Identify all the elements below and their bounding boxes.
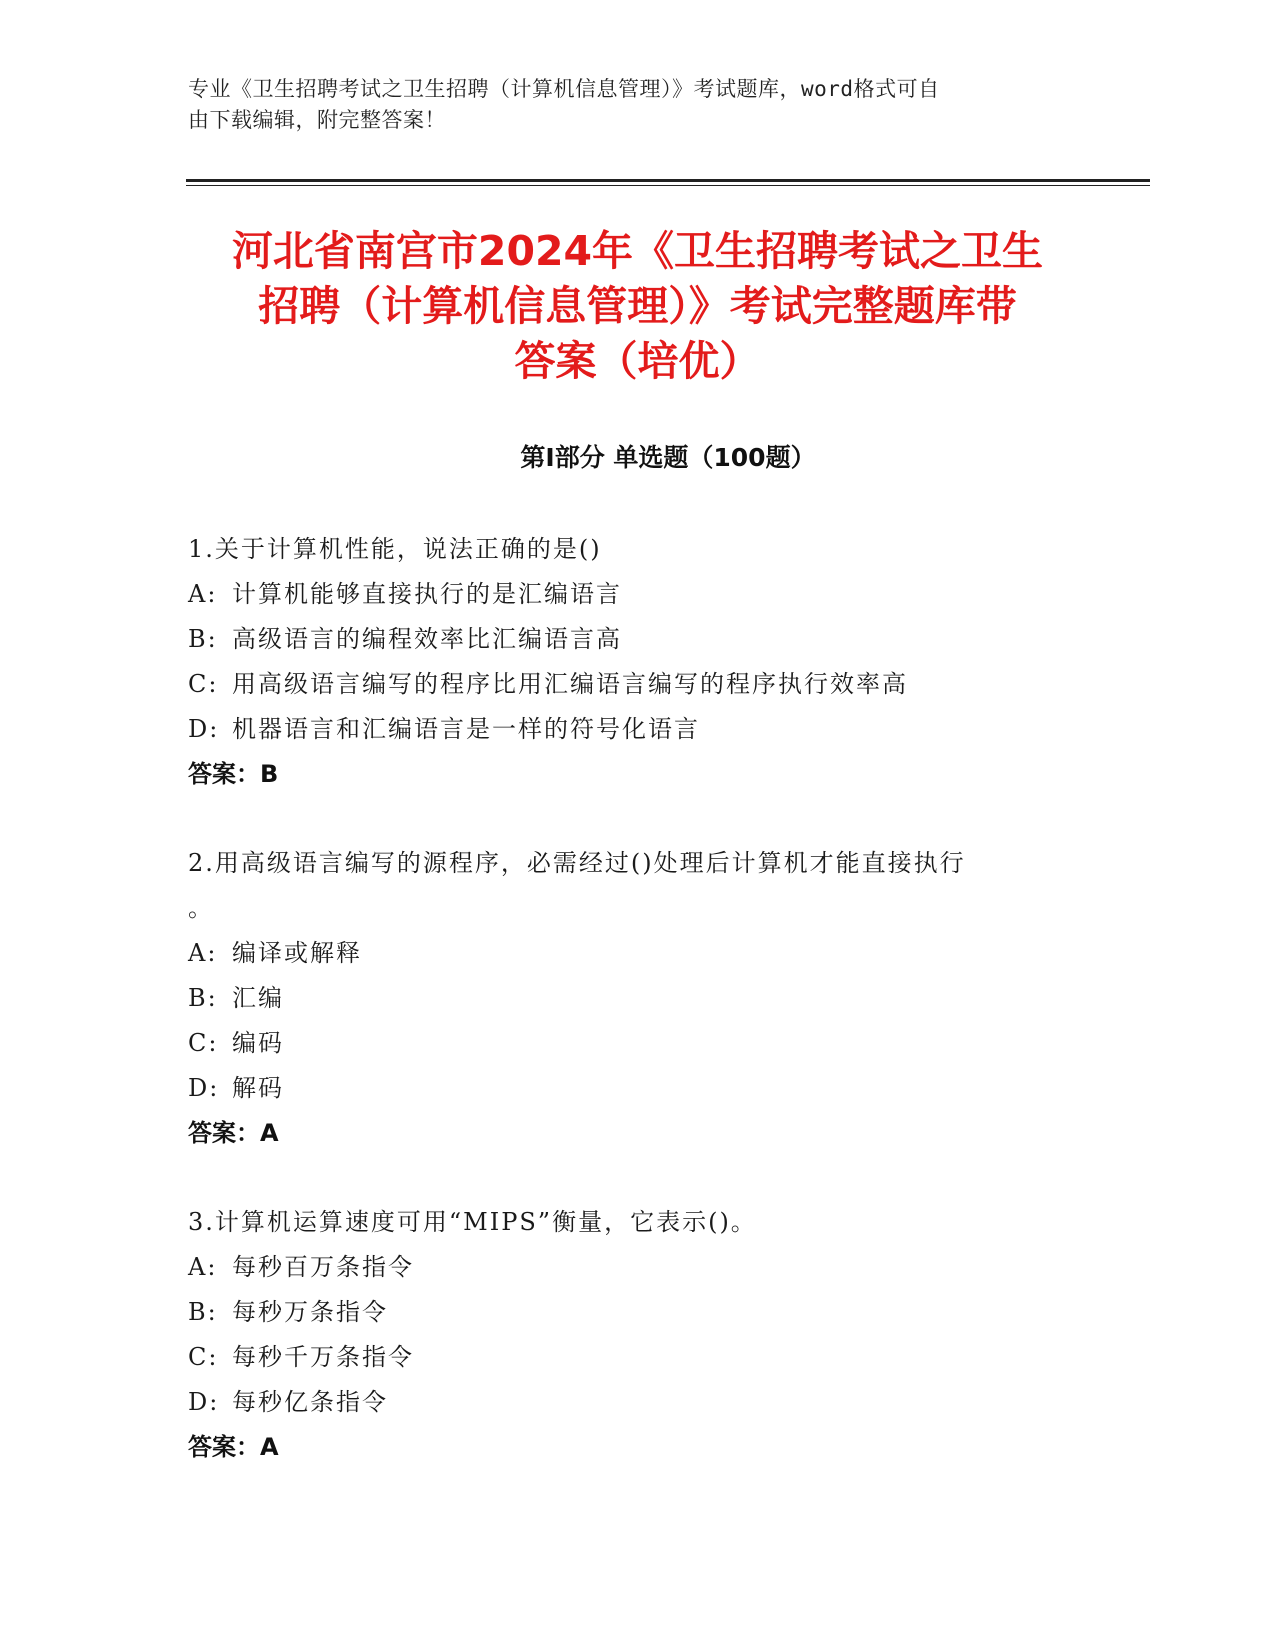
answer-label: 答案：B [188, 760, 279, 788]
intro-text [188, 74, 1068, 136]
question-list [188, 527, 1068, 1514]
title-line-2: 招聘（计算机信息管理）》考试完整题库带 [258, 282, 1017, 330]
header-divider-thick [186, 179, 1150, 182]
option-letter: D: [188, 715, 220, 743]
option-text: 高级语言的编程效率比汇编语言高 [232, 625, 622, 653]
option-text: 用高级语言编写的程序比用汇编语言编写的程序执行效率高 [232, 670, 908, 698]
option-letter: B: [188, 1298, 218, 1326]
option-letter: A: [188, 939, 218, 967]
option-text: 每秒百万条指令 [232, 1253, 414, 1281]
option-c [188, 1335, 1068, 1380]
answer-label: 答案：A [188, 1433, 279, 1461]
option-text: 每秒亿条指令 [232, 1388, 388, 1416]
option-letter: C: [188, 670, 219, 698]
option-c [188, 662, 1068, 707]
option-letter: B: [188, 984, 218, 1012]
option-letter: C: [188, 1343, 219, 1371]
option-text: 编译或解释 [232, 939, 362, 967]
question-2 [188, 841, 1068, 1156]
title-line-1: 河北省南宫市2024年《卫生招聘考试之卫生 [231, 227, 1044, 275]
document-title [170, 224, 1105, 389]
option-text: 汇编 [232, 984, 284, 1012]
option-text: 机器语言和汇编语言是一样的符号化语言 [232, 715, 700, 743]
option-letter: B: [188, 625, 218, 653]
option-text: 每秒万条指令 [232, 1298, 388, 1326]
option-letter: A: [188, 1253, 218, 1281]
option-d [188, 1380, 1068, 1425]
question-stem: 2.用高级语言编写的源程序，必需经过()处理后计算机才能直接执行 [188, 849, 966, 877]
option-text: 编码 [232, 1029, 284, 1057]
option-c [188, 1021, 1068, 1066]
option-letter: D: [188, 1074, 220, 1102]
option-a [188, 931, 1068, 976]
option-b [188, 976, 1068, 1021]
option-b [188, 617, 1068, 662]
option-d [188, 1066, 1068, 1111]
option-text: 每秒千万条指令 [232, 1343, 414, 1371]
option-d [188, 707, 1068, 752]
option-letter: A: [188, 580, 218, 608]
title-line-3: 答案（培优） [514, 337, 761, 385]
option-b [188, 1290, 1068, 1335]
question-stem: 3.计算机运算速度可用“MIPS”衡量，它表示()。 [188, 1208, 757, 1236]
answer-label: 答案：A [188, 1119, 279, 1147]
option-letter: C: [188, 1029, 219, 1057]
question-stem-continuation: 。 [188, 894, 214, 922]
option-a [188, 1245, 1068, 1290]
option-letter: D: [188, 1388, 220, 1416]
option-text: 计算机能够直接执行的是汇编语言 [232, 580, 622, 608]
header-divider-thin [186, 185, 1150, 186]
option-text: 解码 [232, 1074, 284, 1102]
option-a [188, 572, 1068, 617]
intro-line-1: 专业《卫生招聘考试之卫生招聘（计算机信息管理）》考试题库，word格式可自 [188, 77, 940, 101]
question-3 [188, 1200, 1068, 1470]
question-1 [188, 527, 1068, 797]
intro-line-2: 由下载编辑，附完整答案！ [188, 108, 446, 132]
section-heading: 第Ⅰ部分 单选题（100题） [520, 443, 816, 472]
question-stem: 1.关于计算机性能，说法正确的是() [188, 535, 602, 563]
